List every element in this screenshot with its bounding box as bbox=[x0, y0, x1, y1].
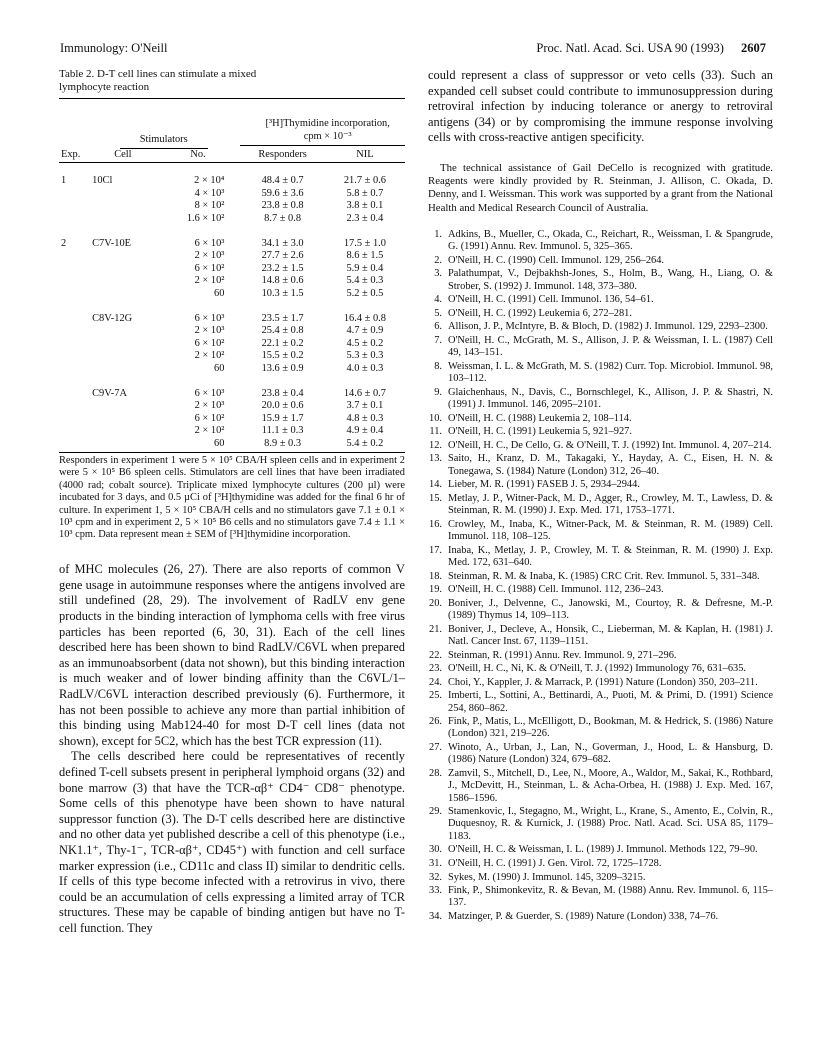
cell-exp: 1 bbox=[61, 175, 67, 186]
reference-text: Adkins, B., Mueller, C., Okada, C., Reichart, R., Weissman, I. & Spangrude, G. (1991) Annu. Rev. Immunol. 5, 325–365. bbox=[448, 228, 773, 253]
table-row bbox=[59, 288, 405, 301]
reference-text: Saito, H., Kranz, D. M., Takagaki, Y., Hayday, A. C., Eisen, H. N. & Tonegawa, S. (1984) Nature (London) 312, 26–40. bbox=[448, 453, 773, 477]
reference-number: 21. bbox=[429, 623, 442, 635]
table-row bbox=[59, 350, 405, 363]
reference-item bbox=[428, 479, 773, 491]
reference-item bbox=[428, 519, 773, 544]
reference-text: Lieber, M. R. (1991) FASEB J. 5, 2934–2944. bbox=[448, 479, 640, 491]
cell-responders: 15.5 ± 0.2 bbox=[261, 350, 304, 361]
cell-exp bbox=[59, 263, 90, 276]
cell-responders: 23.2 ± 1.5 bbox=[261, 262, 304, 274]
body-paragraph-continued: could represent a class of suppressor or veto cells (33). Such an expanded cell subset could contribute to immunosuppression during retroviral infection by inducing tolerance or anergy to retroviral antigens (34) or by compromising the immune response involving cells with cross-reactive antigen specificity. bbox=[428, 68, 773, 145]
reference-number: 26. bbox=[429, 716, 442, 728]
reference-item bbox=[428, 335, 773, 360]
cell-nil: 14.6 ± 0.7 bbox=[343, 387, 386, 399]
reference-list bbox=[428, 229, 773, 924]
cell-line bbox=[90, 363, 156, 376]
table-row bbox=[59, 325, 405, 338]
cell-line bbox=[90, 275, 156, 288]
reference-text: Sykes, M. (1990) J. Immunol. 145, 3209–3215. bbox=[448, 871, 646, 883]
col-responders: Responders bbox=[258, 149, 307, 160]
reference-number: 25. bbox=[429, 690, 442, 702]
cell-exp bbox=[59, 313, 90, 326]
cell-nil: 2.3 ± 0.4 bbox=[346, 212, 384, 224]
reference-item bbox=[428, 716, 773, 741]
reference-number: 30. bbox=[429, 844, 442, 856]
cell-responders: 8.9 ± 0.3 bbox=[264, 437, 302, 449]
reference-item bbox=[428, 690, 773, 715]
reference-number: 10. bbox=[429, 412, 442, 424]
reference-item bbox=[428, 844, 773, 856]
table-row bbox=[59, 238, 405, 251]
cell-line: 10Cl bbox=[92, 175, 113, 186]
reference-item bbox=[428, 677, 773, 689]
reference-number: 7. bbox=[434, 334, 442, 346]
reference-text: Weissman, I. L. & McGrath, M. S. (1982) Curr. Top. Microbiol. Immunol. 98, 103–112. bbox=[448, 360, 773, 385]
reference-item bbox=[428, 440, 773, 452]
reference-number: 28. bbox=[429, 767, 442, 779]
cell-nil: 4.5 ± 0.2 bbox=[346, 337, 384, 349]
reference-text: O'Neill, H. C. (1988) Cell. Immunol. 112, 236–243. bbox=[448, 584, 664, 596]
reference-item bbox=[428, 872, 773, 884]
acknowledgment: The technical assistance of Gail DeCello is recognized with gratitude. Reagents were kindly provided by R. Steinman, J. Allison, C. Okada, D. Denny, and I. Weissman. This work was supported by a grant from the National Health and Medical Research Council of Australia. bbox=[428, 161, 773, 214]
reference-text: O'Neill, H. C. (1991) Cell. Immunol. 136, 54–61. bbox=[448, 294, 654, 306]
table-footnote: Responders in experiment 1 were 5 × 10⁵ CBA/H spleen cells and in experiment 2 were 5 × 10⁵ B6 spleen cells. Stimulators are cell lines that have been irradiated (4000 rad; cobalt source). Triplicate mixed lymphocyte cultures (200 µl) were incubated for 3 days, and 0.5 µCi of [³H]thymidine was added for the final 6 hr of culture. In experiment 1, 5 × 10⁵ CBA/H cells and no stimulators gave 7.1 ± 0.1 × 10³ cpm and in experiment 2, 5 × 10⁵ B6 cells and no stimulators gave 7.4 ± 1.1 × 10³ cpm. Data represent mean ± SEM of [³H]thymidine incorporation. bbox=[59, 455, 405, 541]
reference-number: 22. bbox=[429, 649, 442, 661]
reference-item bbox=[428, 255, 773, 267]
cell-number: 2 × 10² bbox=[194, 425, 225, 436]
cell-nil: 4.0 ± 0.3 bbox=[346, 362, 384, 374]
cell-nil: 3.8 ± 0.1 bbox=[346, 200, 384, 211]
body-paragraph-1: of MHC molecules (26, 27). There are also reports of common V gene usage in autoimmune responses where the antigens involved are still undefined (28, 29). The involvement of RadLV env gene products in the binding interaction of lymphoma cells with free virus particles has been reported (6, 30, 31). Each of the cell lines described here has been shown to bind RadLV/C6VL when prepared as an immunoabsorbent (data not shown), but this binding interaction is much weaker and of lower binding affinity than the C6VL/1–RadLV/C6VL interaction described previously (6). Furthermore, it has not been possible to achieve any more than partial inhibition of this binding using Mab124-40 for most D-T cell lines (data not shown), except for 5C2, which has the best TCR expression (11). bbox=[59, 562, 405, 748]
page-number: 2607 bbox=[741, 41, 766, 55]
reference-number: 9. bbox=[434, 386, 442, 398]
cell-line bbox=[90, 425, 156, 438]
journal-citation: Proc. Natl. Acad. Sci. USA 90 (1993) bbox=[536, 41, 724, 55]
cell-number: 2 × 10² bbox=[194, 275, 225, 286]
reference-text: Winoto, A., Urban, J., Lan, N., Goverman, J., Hood, L. & Hansburg, D. (1986) Nature (London) 324, 679–682. bbox=[448, 742, 773, 766]
table-row bbox=[59, 200, 405, 213]
reference-text: Fink, P., Matis, L., McElligott, D., Bookman, M. & Hedrick, S. (1986) Nature (London) 321, 219–226. bbox=[448, 716, 773, 740]
cell-number: 6 × 10² bbox=[194, 337, 225, 349]
reference-text: Choi, Y., Kappler, J. & Marrack, P. (1991) Nature (London) 350, 203–211. bbox=[448, 676, 758, 688]
cell-line bbox=[90, 263, 156, 276]
table-2 bbox=[59, 98, 405, 450]
col-exp: Exp. bbox=[61, 149, 81, 160]
cell-number: 6 × 10³ bbox=[194, 237, 225, 249]
reference-item bbox=[428, 584, 773, 596]
reference-number: 20. bbox=[429, 597, 442, 609]
table-row bbox=[59, 438, 405, 451]
cell-exp bbox=[59, 413, 90, 426]
table-row bbox=[59, 175, 405, 188]
cell-responders: 15.9 ± 1.7 bbox=[261, 412, 304, 424]
reference-item bbox=[428, 321, 773, 333]
cell-nil: 5.8 ± 0.7 bbox=[346, 187, 384, 199]
cell-line bbox=[90, 413, 156, 426]
reference-text: O'Neill, H. C., Ni, K. & O'Neill, T. J. (1992) Immunology 76, 631–635. bbox=[448, 663, 747, 675]
reference-text: Imberti, L., Sottini, A., Bettinardi, A., Puoti, M. & Primi, D. (1991) Science 254, 860–862. bbox=[448, 690, 773, 714]
cell-responders: 59.6 ± 3.6 bbox=[261, 187, 304, 199]
cell-number: 6 × 10³ bbox=[194, 312, 225, 324]
col-nil: NIL bbox=[356, 149, 374, 160]
reference-text: O'Neill, H. C. (1991) Leukemia 5, 921–927. bbox=[448, 426, 632, 438]
cell-nil: 3.7 ± 0.1 bbox=[346, 400, 384, 411]
table-row bbox=[59, 400, 405, 413]
cell-nil: 5.4 ± 0.2 bbox=[346, 437, 384, 449]
cell-nil: 5.4 ± 0.3 bbox=[346, 275, 384, 286]
cell-nil: 21.7 ± 0.6 bbox=[343, 175, 386, 186]
reference-item bbox=[428, 598, 773, 623]
reference-number: 13. bbox=[429, 453, 442, 465]
reference-number: 4. bbox=[434, 294, 442, 306]
table-caption: Table 2. D-T cell lines can stimulate a mixed lymphocyte reaction bbox=[59, 68, 257, 93]
reference-number: 16. bbox=[429, 518, 442, 530]
reference-text: O'Neill, H. C., McGrath, M. S., Allison, J. P. & Weissman, I. L. (1987) Cell 49, 143–151. bbox=[448, 334, 773, 359]
reference-number: 34. bbox=[429, 911, 442, 923]
reference-number: 2. bbox=[434, 254, 442, 266]
reference-text: Fink, P., Shimonkevitz, R. & Bevan, M. (1988) Annu. Rev. Immunol. 6, 115–137. bbox=[448, 885, 773, 909]
reference-text: Metlay, J. P., Witner-Pack, M. D., Agger, R., Crowley, M. T., Lawless, D. & Steinman, R. M. (1990) J. Exp. Med. 171, 1753–1771. bbox=[448, 492, 773, 517]
reference-text: Boniver, J., Decleve, A., Honsik, C., Lieberman, M. & Kaplan, H. (1981) J. Natl. Cancer Inst. 67, 1139–1151. bbox=[448, 623, 773, 647]
cell-nil: 5.9 ± 0.4 bbox=[346, 262, 384, 274]
cell-line bbox=[90, 338, 156, 351]
reference-item bbox=[428, 806, 773, 843]
reference-number: 23. bbox=[429, 663, 442, 675]
cell-exp bbox=[59, 275, 90, 288]
reference-number: 15. bbox=[429, 492, 442, 504]
reference-item bbox=[428, 545, 773, 570]
cell-exp bbox=[59, 188, 90, 201]
running-header-right bbox=[536, 41, 766, 56]
reference-number: 3. bbox=[434, 268, 442, 280]
reference-number: 24. bbox=[429, 676, 442, 688]
cell-line: C8V-12G bbox=[92, 312, 133, 324]
cell-exp bbox=[59, 388, 90, 401]
reference-number: 31. bbox=[429, 857, 442, 869]
cell-line bbox=[90, 250, 156, 263]
reference-number: 19. bbox=[429, 584, 442, 596]
reference-number: 32. bbox=[429, 871, 442, 883]
cell-line bbox=[90, 200, 156, 213]
cell-responders: 11.1 ± 0.3 bbox=[261, 425, 304, 436]
cell-nil: 4.9 ± 0.4 bbox=[346, 425, 384, 436]
cell-nil: 8.6 ± 1.5 bbox=[346, 250, 384, 261]
col-no: No. bbox=[190, 149, 206, 160]
reference-text: O'Neill, H. C., De Cello, G. & O'Neill, T. J. (1992) Int. Immunol. 4, 207–214. bbox=[448, 439, 772, 451]
reference-item bbox=[428, 308, 773, 320]
cell-number: 1.6 × 10² bbox=[186, 212, 225, 224]
reference-text: Inaba, K., Metlay, J. P., Crowley, M. T. & Steinman, R. M. (1990) J. Exp. Med. 172, 631–640. bbox=[448, 544, 773, 568]
reference-text: Matzinger, P. & Guerder, S. (1989) Nature (London) 338, 74–76. bbox=[448, 911, 719, 923]
cell-line bbox=[90, 438, 156, 451]
cell-nil: 5.3 ± 0.3 bbox=[346, 350, 384, 361]
cell-responders: 8.7 ± 0.8 bbox=[264, 212, 302, 224]
cell-exp bbox=[59, 325, 90, 338]
cell-number: 2 × 10³ bbox=[194, 325, 225, 336]
reference-number: 17. bbox=[429, 544, 442, 556]
cell-responders: 23.8 ± 0.8 bbox=[261, 200, 304, 211]
cell-responders: 13.6 ± 0.9 bbox=[261, 362, 304, 374]
cell-number: 2 × 10⁴ bbox=[194, 175, 225, 186]
table-row bbox=[59, 413, 405, 426]
reference-item bbox=[428, 663, 773, 675]
cell-responders: 48.4 ± 0.7 bbox=[261, 175, 304, 186]
table-row bbox=[59, 388, 405, 401]
reference-text: O'Neill, H. C. (1990) Cell. Immunol. 129, 256–264. bbox=[448, 254, 665, 266]
cell-number: 60 bbox=[214, 437, 225, 449]
table-row bbox=[59, 188, 405, 201]
right-column bbox=[428, 68, 773, 925]
cell-responders: 14.8 ± 0.6 bbox=[261, 275, 304, 286]
reference-text: Stamenkovic, I., Stegagno, M., Wright, L., Krane, S., Amento, E., Colvin, R., Duquesnoy, R. & Kurnick, J. (1988) Proc. Natl. Acad. Sci. USA 85, 1179–1183. bbox=[448, 806, 773, 842]
table-row bbox=[59, 213, 405, 226]
body-paragraph-2: The cells described here could be representatives of recently defined T-cell subsets present in peripheral lymphoid organs (32) and bone marrow (3) that have the TCR-αβ⁺ CD4⁻ CD8⁻ phenotype. Some cells of this phenotype have been shown to have natural suppressor function (3). The D-T cells described here are distinctive and no other data yet published describe a cell of this phenotype (i.e., NK1.1⁺, Thy-1⁻, TCR-αβ⁺, CD45⁺) with function and cell surface marker expression (i.e., CD11c and class II) similar to dendritic cells. If cells of this type become infected with a retrovirus in vivo, there could be an accumulation of cells expressing a limited array of TCR structures. These may be capable of binding antigen but have no T-cell function. They bbox=[59, 749, 405, 935]
reference-text: Steinman, R. (1991) Annu. Rev. Immunol. 9, 271–296. bbox=[448, 649, 677, 661]
reference-number: 5. bbox=[434, 307, 442, 319]
reference-number: 1. bbox=[434, 228, 442, 240]
cell-number: 2 × 10³ bbox=[194, 400, 225, 411]
cell-exp bbox=[59, 400, 90, 413]
reference-number: 29. bbox=[429, 806, 442, 818]
reference-text: Palathumpat, V., Dejbakhsh-Jones, S., Holm, B., Wang, H., Liang, O. & Strober, S. (1992) J. Immunol. 148, 373–380. bbox=[448, 268, 773, 292]
reference-number: 6. bbox=[434, 321, 442, 333]
cell-nil: 4.7 ± 0.9 bbox=[346, 325, 384, 336]
reference-item bbox=[428, 413, 773, 425]
reference-number: 12. bbox=[429, 439, 442, 451]
cell-responders: 20.0 ± 0.6 bbox=[261, 400, 304, 411]
cell-nil: 5.2 ± 0.5 bbox=[346, 287, 384, 299]
reference-item bbox=[428, 426, 773, 438]
cell-number: 60 bbox=[214, 362, 225, 374]
reference-item bbox=[428, 387, 773, 412]
cell-line: C7V-10E bbox=[92, 237, 131, 249]
cell-exp bbox=[59, 338, 90, 351]
cell-line bbox=[90, 325, 156, 338]
cell-responders: 34.1 ± 3.0 bbox=[261, 237, 304, 249]
table-row bbox=[59, 425, 405, 438]
reference-number: 14. bbox=[429, 479, 442, 491]
cell-line bbox=[90, 188, 156, 201]
table-row bbox=[59, 313, 405, 326]
reference-item bbox=[428, 229, 773, 254]
reference-item bbox=[428, 624, 773, 649]
reference-text: O'Neill, H. C. & Weissman, I. L. (1989) J. Immunol. Methods 122, 79–90. bbox=[448, 844, 758, 856]
cell-nil: 4.8 ± 0.3 bbox=[346, 412, 384, 424]
table-row bbox=[59, 363, 405, 376]
cell-line bbox=[90, 350, 156, 363]
reference-item bbox=[428, 858, 773, 870]
incorporation-header: [³H]Thymidine incorporation, cpm × 10⁻³ bbox=[240, 99, 405, 146]
cell-exp bbox=[59, 250, 90, 263]
table-row bbox=[59, 275, 405, 288]
left-column bbox=[59, 68, 405, 936]
cell-number: 4 × 10³ bbox=[194, 187, 225, 199]
reference-number: 27. bbox=[429, 742, 442, 754]
reference-item bbox=[428, 571, 773, 583]
table-row bbox=[59, 250, 405, 263]
cell-exp bbox=[59, 438, 90, 451]
reference-item bbox=[428, 911, 773, 923]
table-row bbox=[59, 338, 405, 351]
cell-number: 6 × 10² bbox=[194, 412, 225, 424]
cell-responders: 22.1 ± 0.2 bbox=[261, 337, 304, 349]
reference-item bbox=[428, 742, 773, 767]
reference-item bbox=[428, 768, 773, 805]
reference-text: Steinman, R. M. & Inaba, K. (1985) CRC Crit. Rev. Immunol. 5, 331–348. bbox=[448, 570, 760, 582]
reference-item bbox=[428, 453, 773, 478]
reference-text: Boniver, J., Delvenne, C., Janowski, M., Courtoy, R. & Defresne, M.-P. (1989) Thymus 14, 109–113. bbox=[448, 597, 773, 622]
reference-item bbox=[428, 650, 773, 662]
cell-exp bbox=[59, 363, 90, 376]
cell-exp: 2 bbox=[61, 237, 67, 249]
cell-responders: 23.5 ± 1.7 bbox=[261, 312, 304, 324]
reference-item bbox=[428, 268, 773, 293]
reference-item bbox=[428, 361, 773, 386]
cell-number: 60 bbox=[214, 287, 225, 299]
reference-text: Glaichenhaus, N., Davis, C., Bornschlegel, K., Allison, J. P. & Shastri, N. (1991) J. Immunol. 146, 2095–2101. bbox=[448, 386, 773, 411]
reference-number: 11. bbox=[429, 426, 442, 438]
reference-item bbox=[428, 294, 773, 306]
cell-line bbox=[90, 288, 156, 301]
reference-item bbox=[428, 885, 773, 910]
reference-text: O'Neill, H. C. (1988) Leukemia 2, 108–114. bbox=[448, 412, 632, 424]
cell-responders: 10.3 ± 1.5 bbox=[261, 287, 304, 299]
reference-text: O'Neill, H. C. (1992) Leukemia 6, 272–281. bbox=[448, 307, 632, 319]
cell-number: 6 × 10² bbox=[194, 262, 225, 274]
cell-exp bbox=[59, 350, 90, 363]
cell-responders: 25.4 ± 0.8 bbox=[261, 325, 304, 336]
reference-text: Zamvil, S., Mitchell, D., Lee, N., Moore, A., Waldor, M., Sakai, K., Rothbard, J., McDevitt, H., Steinman, L. & Acha-Orbea, H. (1988) J. Exp. Med. 167, 1586–1596. bbox=[448, 767, 773, 804]
cell-exp bbox=[59, 425, 90, 438]
cell-exp bbox=[59, 288, 90, 301]
col-cell: Cell bbox=[114, 149, 132, 160]
cell-responders: 23.8 ± 0.4 bbox=[261, 387, 304, 399]
reference-number: 33. bbox=[429, 885, 442, 897]
table-row bbox=[59, 263, 405, 276]
reference-text: Crowley, M., Inaba, K., Witner-Pack, M. & Steinman, R. M. (1989) Cell. Immunol. 118, 108–125. bbox=[448, 518, 773, 543]
cell-number: 8 × 10² bbox=[194, 200, 225, 211]
reference-text: Allison, J. P., McIntyre, B. & Bloch, D. (1982) J. Immunol. 129, 2293–2300. bbox=[448, 321, 768, 333]
running-header-left: Immunology: O'Neill bbox=[60, 41, 168, 55]
reference-text: O'Neill, H. C. (1991) J. Gen. Virol. 72, 1725–1728. bbox=[448, 857, 662, 869]
cell-number: 2 × 10² bbox=[194, 350, 225, 361]
cell-number: 2 × 10³ bbox=[194, 250, 225, 261]
cell-line bbox=[90, 213, 156, 226]
reference-number: 18. bbox=[429, 570, 442, 582]
cell-nil: 17.5 ± 1.0 bbox=[343, 237, 386, 249]
cell-number: 6 × 10³ bbox=[194, 387, 225, 399]
stimulators-header: Stimulators bbox=[59, 99, 240, 150]
cell-line bbox=[90, 400, 156, 413]
cell-responders: 27.7 ± 2.6 bbox=[261, 250, 304, 261]
reference-item bbox=[428, 493, 773, 518]
cell-exp bbox=[59, 213, 90, 226]
cell-exp bbox=[59, 200, 90, 213]
reference-number: 8. bbox=[434, 360, 442, 372]
cell-line: C9V-7A bbox=[92, 387, 127, 399]
cell-nil: 16.4 ± 0.8 bbox=[343, 312, 386, 324]
